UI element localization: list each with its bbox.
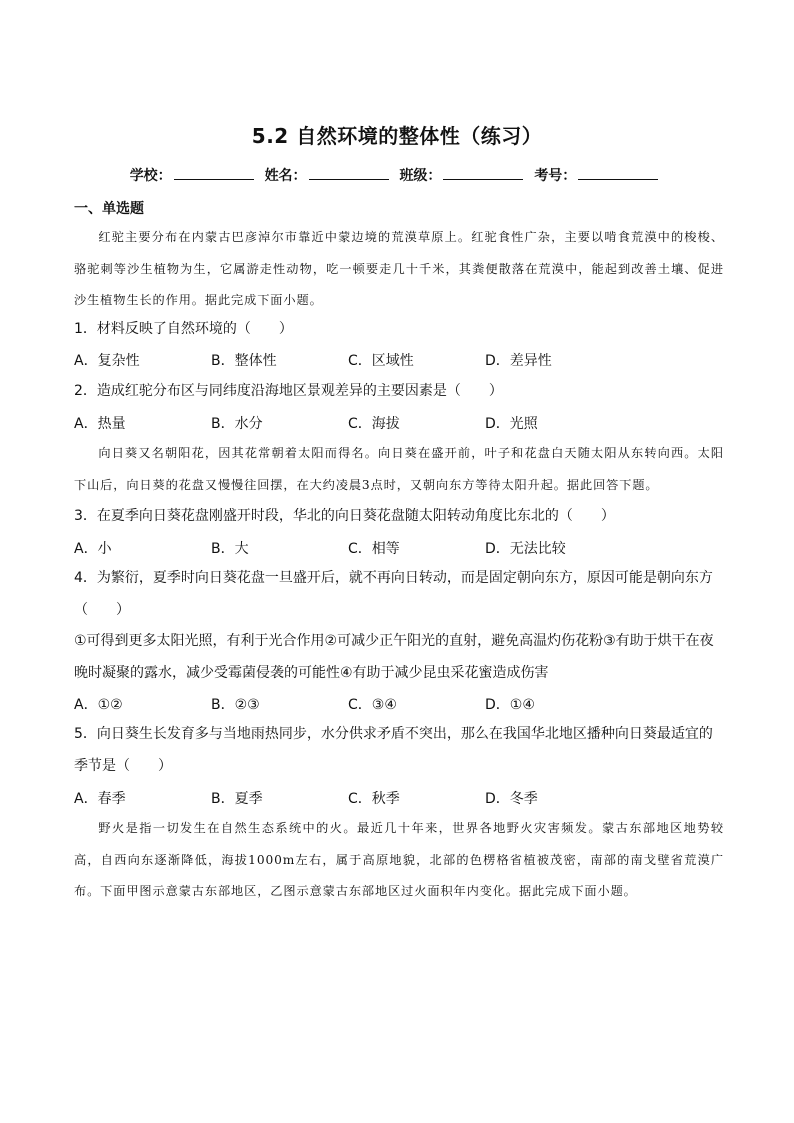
section-heading: 一、单选题: [74, 201, 144, 217]
question-2-option-a[interactable]: A．热量: [74, 416, 126, 432]
question-4-option-c[interactable]: C．③④: [348, 697, 397, 713]
passage-3: 野火是指一切发生在自然生态系统中的火。最近几十年来，世界各地野火灾害频发。蒙古东部地区地势较高，自西向东逐渐降低，海拔1000m左右，属于高原地貌，北部的色楞格省植被茂密，南部的南戈壁省荒漠广布。下面甲图示意蒙古东部地区，乙图示意蒙古东部地区过火面积年内变化。据此完成下面小题。: [74, 821, 724, 898]
exam-no-field[interactable]: [578, 165, 658, 180]
name-field[interactable]: [309, 165, 389, 180]
question-1-option-c[interactable]: C．区域性: [348, 353, 414, 369]
question-4-statements: ①可得到更多太阳光照，有利于光合作用②可减少正午阳光的直射，避免高温灼伤花粉③有助于烘干在夜晚时凝聚的露水，减少受霉菌侵袭的可能性④有助于减少昆虫采花蜜造成伤害: [74, 633, 714, 681]
question-1-option-a[interactable]: A．复杂性: [74, 353, 140, 369]
question-3-option-b[interactable]: B．大: [211, 541, 249, 557]
class-field[interactable]: [443, 165, 523, 180]
school-label: 学校：: [129, 168, 172, 184]
question-2-stem: 2．造成红驼分布区与同纬度沿海地区景观差异的主要因素是（ ）: [74, 383, 503, 399]
passage-1: 红驼主要分布在内蒙古巴彦淖尔市靠近中蒙边境的荒漠草原上。红驼食性广杂，主要以啃食荒漠中的梭梭、骆驼刺等沙生植物为生，它属游走性动物，吃一顿要走几十千米，其粪便散落在荒漠中，能起到改善土壤、促进沙生植物生长的作用。据此完成下面小题。: [74, 230, 724, 307]
question-5-option-b[interactable]: B．夏季: [211, 791, 263, 807]
question-3-option-d[interactable]: D．无法比较: [485, 541, 566, 557]
question-5-options: [74, 788, 724, 812]
name-label: 姓名：: [264, 168, 307, 184]
passage-2: 向日葵又名朝阳花，因其花常朝着太阳而得名。向日葵在盛开前，叶子和花盘白天随太阳从东转向西。太阳下山后，向日葵的花盘又慢慢往回摆，在大约凌晨3点时，又朝向东方等待太阳升起。据此回答下题。: [74, 446, 724, 492]
question-2-option-d[interactable]: D．光照: [485, 416, 538, 432]
question-3-option-c[interactable]: C．相等: [348, 541, 400, 557]
question-5-stem: 5．向日葵生长发育多与当地雨热同步，水分供求矛盾不突出，那么在我国华北地区播种向日葵最适宜的季节是（ ）: [74, 726, 713, 774]
question-1-stem: 1．材料反映了自然环境的（ ）: [74, 321, 293, 337]
question-4-option-b[interactable]: B．②③: [211, 697, 260, 713]
question-1-option-d[interactable]: D．差异性: [485, 353, 552, 369]
exam-no-label: 考号：: [534, 168, 577, 184]
question-5-option-d[interactable]: D．冬季: [485, 791, 538, 807]
question-2-options: [74, 413, 724, 437]
question-1-options: [74, 350, 724, 374]
question-4-stem: 4．为繁衍，夏季时向日葵花盘一旦盛开后，就不再向日转动，而是固定朝向东方，原因可能是朝向东方（ ）: [74, 570, 713, 618]
question-2-option-c[interactable]: C．海拔: [348, 416, 400, 432]
school-field[interactable]: [174, 165, 254, 180]
question-3-option-a[interactable]: A．小: [74, 541, 112, 557]
question-4-option-a[interactable]: A．①②: [74, 697, 123, 713]
question-3-stem: 3．在夏季向日葵花盘刚盛开时段，华北的向日葵花盘随太阳转动角度比东北的（ ）: [74, 508, 615, 524]
question-5-option-c[interactable]: C．秋季: [348, 791, 400, 807]
question-2-option-b[interactable]: B．水分: [211, 416, 263, 432]
question-4-option-d[interactable]: D．①④: [485, 697, 535, 713]
student-info-line: [0, 165, 794, 185]
question-4-options: [74, 694, 724, 718]
question-1-option-b[interactable]: B．整体性: [211, 353, 277, 369]
question-3-options: [74, 538, 724, 562]
question-5-option-a[interactable]: A．春季: [74, 791, 126, 807]
class-label: 班级：: [399, 168, 442, 184]
page-title: 5.2 自然环境的整体性（练习）: [251, 124, 543, 148]
